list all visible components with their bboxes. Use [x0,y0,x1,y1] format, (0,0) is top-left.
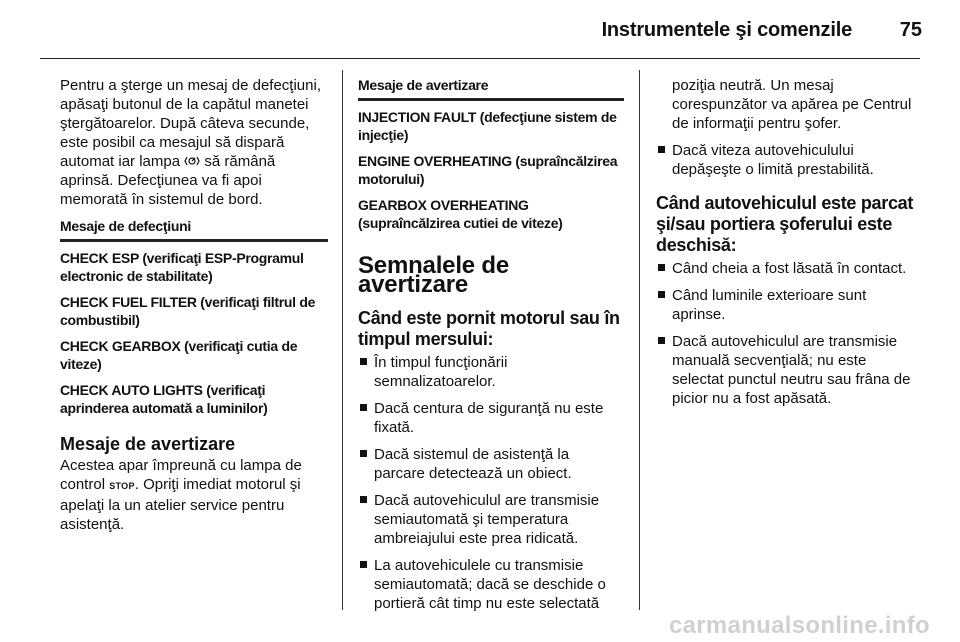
list-item-text: Când cheia a fost lăsată în contact. [672,260,907,277]
bullet-icon [360,404,367,411]
list-item [656,332,922,408]
subheading-driving: Când este pornit motorul sau în timpul mersului: [358,308,620,349]
subheading-parked: Când autovehiculul este parcat şi/sau portiera şoferului este deschisă: [656,193,914,255]
column-1 [60,76,328,534]
page-number: 75 [899,19,922,41]
list-item-text: Dacă viteza autovehiculului depăşeşte o limită prestabilită. [672,142,874,178]
faults-table-header: Mesaje de defecţiuni [60,217,328,242]
bullet-icon [360,561,367,568]
intro-text-1: Pentru a şterge un mesaj de defecţiuni, apăsaţi butonul de la capătul manetei ştergătoarelor. După câteva secunde, este posibil ca mesajul să dispară automat iar lampa [60,77,321,170]
list-item-text: Dacă autovehiculul are transmisie manuală secvenţială; nu este selectat punctul neutru sau frâna de picior nu a fost apăsată. [672,333,911,407]
section-title: Semnalele de avertizare [358,252,510,298]
list-item-text: Când luminile exterioare sunt aprinse. [672,287,867,323]
list-item-text: La autovehiculele cu transmisie semiautomată; dacă se deschide o portieră cât timp nu este selectată [374,557,606,612]
warnings-paragraph [60,456,328,534]
driving-list [358,353,624,613]
speed-list [656,141,922,179]
header-title: Instrumentele şi comenzile [601,19,852,41]
list-item [656,259,922,278]
warnings-text-2: . Opriţi imediat motorul şi apelaţi la un atelier service pentru asistenţă. [60,476,301,533]
warning-row: GEARBOX OVERHEATING (supraîncălzirea cutiei de viteze) [358,197,563,231]
watermark: carmanualsonline.info [668,612,930,639]
list-item-text: Dacă autovehiculul are transmisie semiautomată şi temperatura ambreiajului este prea ridicată. [374,492,600,547]
page-header [0,0,960,60]
column-divider-1 [342,70,343,610]
parked-list [656,259,922,408]
list-item [656,141,922,179]
intro-text-2: să rămână aprinsă. Defecţiunea va fi apoi memorată în sistemul de bord. [60,153,276,208]
bullet-icon [658,146,665,153]
warnings-text-1: Acestea apar împreună cu lampa de control [60,457,302,493]
fault-row: CHECK AUTO LIGHTS (verificaţi aprinderea automată a luminilor) [60,382,268,416]
bullet-icon [360,450,367,457]
fault-row: CHECK ESP (verificaţi ESP-Programul electronic de stabilitate) [60,250,304,284]
warning-row: INJECTION FAULT (defecţiune sistem de injecţie) [358,109,617,143]
list-item-text: Dacă sistemul de asistenţă la parcare detectează un obiect. [374,446,572,482]
continuation-text: poziţia neutră. Un mesaj corespunzător va apărea pe Centrul de informaţii pentru şofer. [672,77,912,132]
bullet-icon [658,291,665,298]
column-divider-2 [639,70,640,610]
column-3 [656,76,922,416]
list-item [656,286,922,324]
warnings-heading: Mesaje de avertizare [60,434,236,454]
list-item [358,491,624,548]
list-item [358,399,624,437]
column-2 [358,76,624,621]
wrench-lamp-icon [184,154,200,169]
header-rule [40,58,920,59]
bullet-icon [360,496,367,503]
list-item [358,445,624,483]
fault-row: CHECK GEARBOX (verificaţi cutia de viteze) [60,338,298,372]
warnings-table-header: Mesaje de avertizare [358,76,624,101]
list-item-text: În timpul funcţionării semnalizatoarelor. [374,354,508,390]
intro-paragraph [60,76,328,209]
stop-symbol: STOP [109,481,135,491]
bullet-icon [658,337,665,344]
list-item [358,353,624,391]
warning-row: ENGINE OVERHEATING (supraîncălzirea motorului) [358,153,618,187]
list-item-text: Dacă centura de siguranţă nu este fixată. [374,400,604,436]
list-item [358,556,624,613]
bullet-icon [360,358,367,365]
bullet-icon [658,264,665,271]
fault-row: CHECK FUEL FILTER (verificaţi filtrul de combustibil) [60,294,316,328]
